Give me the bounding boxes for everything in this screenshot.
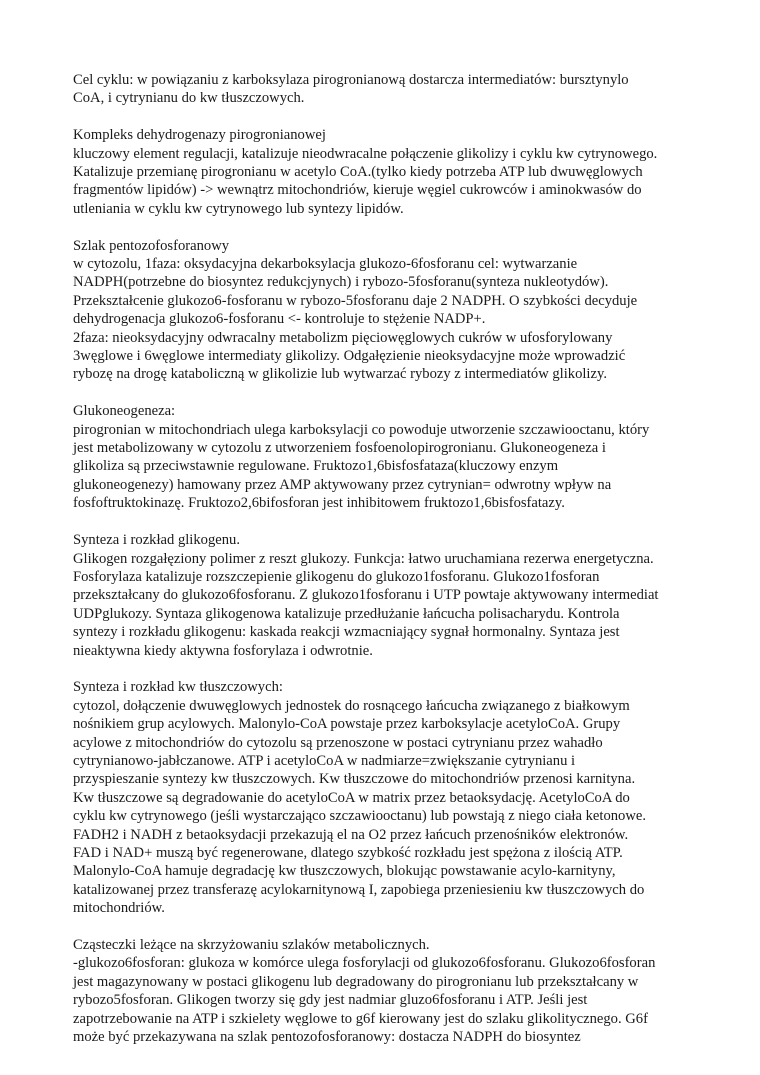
text-line: cyklu kw cytrynowego (jeśli wystarczająco szczawiooctanu) lub powstają z niego ciała ketonowe. — [73, 808, 646, 825]
text-line: Malonylo-CoA hamuje degradację kw tłuszczowych, blokując powstawanie acylo-karnityny, — [73, 863, 616, 880]
section-heading: Synteza i rozkład glikogenu. — [73, 532, 240, 549]
text-line: nieaktywna kiedy aktywna fosforylaza i odwrotnie. — [73, 642, 373, 659]
section-heading: Szlak pentozofosforanowy — [73, 237, 230, 254]
document-body — [73, 71, 693, 1065]
text-line: FAD i NAD+ muszą być regenerowane, dlatego szybkość rozkładu jest spężona z ilością ATP. — [73, 844, 623, 861]
text-line: Fosforylaza katalizuje rozszczepienie glikogenu do glukozo1fosforanu. Glukozo1fosforan — [73, 568, 600, 585]
text-line: acylowe z mitochondriów do cytozolu są przenoszone w postaci cytrynianu przez wahadło — [73, 734, 603, 751]
text-line: przyspieszanie syntezy kw tłuszczowych. Kw tłuszczowe do mitochondriów przenosi karnityna. — [73, 771, 636, 788]
text-line: cytozol, dołączenie dwuwęglowych jednostek do rosnącego łańcucha związanego z białkowym — [73, 697, 630, 714]
text-line: -glukozo6fosforan: glukoza w komórce ulega fosforylacji od glukozo6fosforanu. Glukozo6fosforan — [73, 955, 656, 972]
text-line: 2faza: nieoksydacyjny odwracalny metabolizm pięciowęglowych cukrów w ufosforylowany — [73, 329, 613, 346]
paragraph-pyruvate-dehydrogenase — [73, 126, 693, 218]
paragraph-glycogen — [73, 531, 693, 660]
text-line: katalizowanej przez transferazę acylokarnitynową I, zapobiega przeniesieniu kw tłuszczowych do — [73, 881, 645, 898]
text-line: fragmentów lipidów) -> wewnątrz mitochondriów, kieruje węgiel cukrowców i aminokwasów do — [73, 182, 642, 199]
text-line: pirogronian w mitochondriach ulega karboksylacji co powoduje utworzenie szczawiooctanu, który — [73, 421, 650, 438]
section-heading: Kompleks dehydrogenazy pirogronianowej — [73, 127, 326, 144]
section-heading: Synteza i rozkład kw tłuszczowych: — [73, 679, 283, 696]
text-line: rybozę na drogę kataboliczną w glikolizie lub wytwarzać rybozy z intermediatów glikolizy. — [73, 366, 607, 383]
text-line: cytrynianowo-jabłczanowe. ATP i acetyloCoA w nadmiarze=zwiększanie cytrynianu i — [73, 752, 576, 769]
text-line: Glikogen rozgałęziony polimer z reszt glukozy. Funkcja: łatwo uruchamiana rezerwa energetyczna. — [73, 550, 654, 567]
text-line: w cytozolu, 1faza: oksydacyjna dekarboksylacja glukozo-6fosforanu cel: wytwarzanie — [73, 256, 578, 273]
text-line: przekształcany do glukozo6fosforanu. Z glukozo1fosforanu i UTP powtaje aktywowany intermediat — [73, 587, 659, 604]
text-line: CoA, i cytrynianu do kw tłuszczowych. — [73, 90, 305, 107]
text-line: Przekształcenie glukozo6-fosforanu w rybozo-5fosforanu daje 2 NADPH. O szybkości decyduje — [73, 292, 638, 309]
text-line: zapotrzebowanie na ATP i szkielety węglowe to g6f kierowany jest do szlaku glikolitycznego. G6f — [73, 1010, 648, 1027]
section-heading: Glukoneogeneza: — [73, 403, 176, 420]
text-line: fosfoftruktokinazę. Fruktozo2,6bifosforan jest inhibitowem fruktozo1,6bisfosfatazy. — [73, 495, 565, 512]
text-line: kluczowy element regulacji, katalizuje nieodwracalne połączenie glikolizy i cyklu kw cytrynowego. — [73, 145, 658, 162]
paragraph-gluconeogenesis — [73, 402, 693, 512]
text-line: nośnikiem grup acylowych. Malonylo-CoA powstaje przez karboksylacje acetyloCoA. Grupy — [73, 716, 621, 733]
text-line: jest metabolizowany w cytozolu z utworzeniem fosfoenolopirogronianu. Glukoneogeneza i — [73, 440, 606, 457]
text-line: Kw tłuszczowe są degradowanie do acetyloCoA w matrix przez betaoksydację. AcetyloCoA do — [73, 789, 630, 806]
paragraph-pentose-phosphate — [73, 237, 693, 384]
text-line: glikoliza są przeciwstawnie regulowane. Fruktozo1,6bisfosfataza(kluczowy enzym — [73, 458, 559, 475]
text-line: rybozo5fosforan. Glikogen tworzy się gdy jest nadmiar gluzo6fosforanu i ATP. Jeśli jest — [73, 992, 588, 1009]
text-line: utleniania w cyklu kw cytrynowego lub syntezy lipidów. — [73, 200, 404, 217]
text-line: NADPH(potrzebne do biosyntez redukcjynych) i rybozo-5fosforanu(synteza nukleotydów). — [73, 274, 609, 291]
text-line: jest magazynowany w postaci glikogenu lub degradowany do pirogronianu lub przekształcany w — [73, 973, 639, 990]
text-line: 3węglowe i 6węglowe intermediaty glikolizy. Odgałęzienie nieoksydacyjne może wprowadzić — [73, 348, 626, 365]
text-line: UDPglukozy. Syntaza glikogenowa katalizuje przedłużanie łańcucha polisacharydu. Kontrola — [73, 605, 620, 622]
text-line: FADH2 i NADH z betaoksydacji przekazują el na O2 przez łańcuch przenośników elektronów. — [73, 826, 629, 843]
text-line: syntezy i rozkładu glikogenu: kaskada reakcji wzmacniający sygnał hormonalny. Syntaza jest — [73, 624, 620, 641]
text-line: glukoneogenezy) hamowany przez AMP aktywowany przez cytrynian= odwrotny wpływ na — [73, 476, 612, 493]
text-line: dehydrogenacja glukozo6-fosforanu <- kontroluje to stężenie NADP+. — [73, 311, 486, 328]
paragraph-cycle-purpose — [73, 71, 693, 108]
text-line: może być przekazywana na szlak pentozofosforanowy: dostacza NADPH do biosyntez — [73, 1029, 581, 1046]
text-line: Katalizuje przemianę pirogronianu w acetylo CoA.(tylko kiedy potrzeba ATP lub dwuwęglowych — [73, 164, 643, 181]
paragraph-fatty-acids — [73, 678, 693, 917]
section-heading: Cząsteczki leżące na skrzyżowaniu szlaków metabolicznych. — [73, 937, 430, 953]
text-line: mitochondriów. — [73, 900, 165, 917]
paragraph-metabolic-crossroads — [73, 936, 693, 1046]
text-line: Cel cyklu: w powiązaniu z karboksylaza pirogronianową dostarcza intermediatów: bursztynylo — [73, 72, 629, 88]
